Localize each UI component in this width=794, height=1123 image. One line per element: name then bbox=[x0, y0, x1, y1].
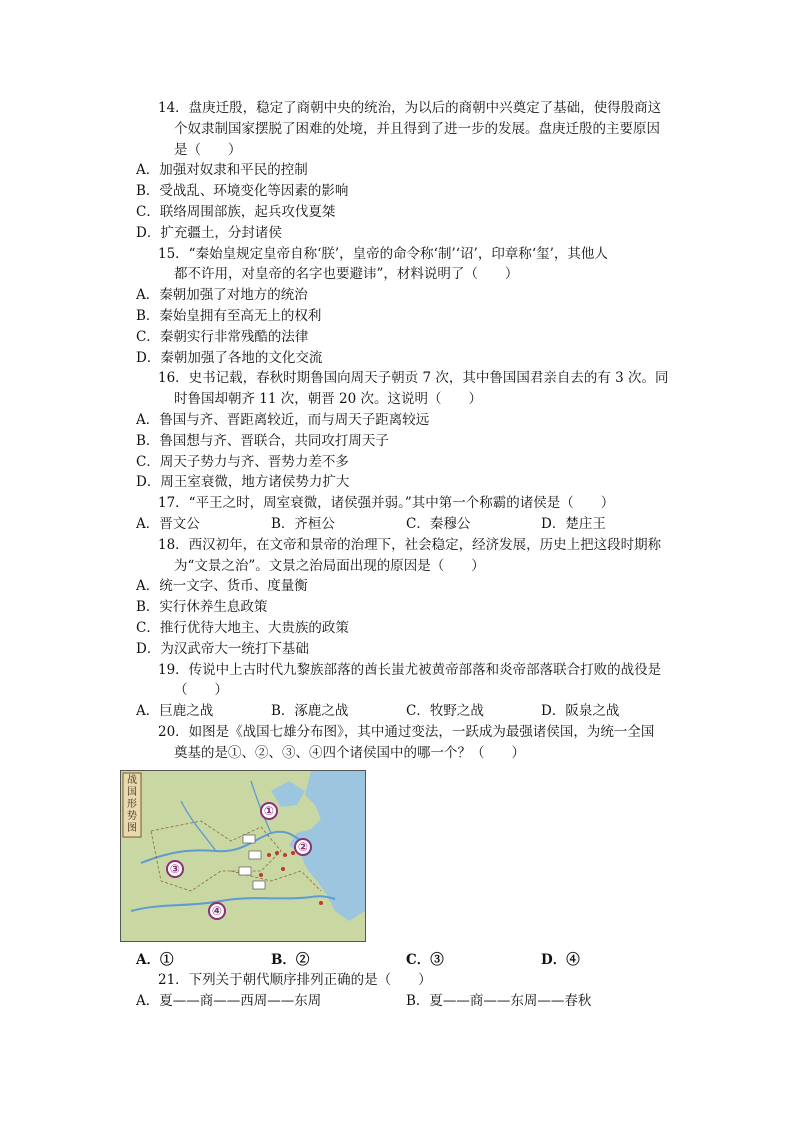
question-stem-cont: 时鲁国却朝齐 11 次，朝晋 20 次。这说明（ ） bbox=[174, 391, 483, 408]
option-c[interactable]: C．③ bbox=[406, 951, 444, 968]
question-14 bbox=[136, 98, 676, 244]
map-label-box bbox=[243, 835, 255, 843]
question-stem-cont: 个奴隶制国家摆脱了困难的处境，并且得到了进一步的发展。盘庚迁殷的主要原因 bbox=[174, 120, 660, 137]
option-b[interactable]: B．受战乱、环境变化等因素的影响 bbox=[136, 183, 349, 200]
option-row bbox=[136, 950, 676, 971]
question-stem: 21．下列关于朝代顺序排列正确的是（ ） bbox=[158, 972, 432, 989]
option-row bbox=[136, 514, 676, 535]
option-c[interactable]: C．秦朝实行非常残酷的法律 bbox=[136, 328, 309, 345]
question-stem-cont: （ ） bbox=[174, 682, 228, 699]
question-20 bbox=[127, 722, 676, 970]
option-b[interactable]: B．② bbox=[271, 951, 310, 968]
question-list bbox=[127, 98, 676, 1012]
question-15 bbox=[136, 244, 676, 369]
question-stem: 19．传说中上古时代九黎族部落的酋长蚩尤被黄帝部落和炎帝部落联合打败的战役是 bbox=[158, 661, 662, 678]
option-a[interactable]: A．鲁国与齐、晋距离较近，而与周天子距离较远 bbox=[136, 411, 430, 428]
question-21 bbox=[136, 970, 676, 1012]
option-d[interactable]: D．为汉武帝大一统打下基础 bbox=[136, 640, 309, 657]
option-a[interactable]: A．秦朝加强了对地方的统治 bbox=[136, 287, 308, 304]
city-dot bbox=[283, 853, 287, 857]
question-18 bbox=[136, 535, 676, 660]
map-title: 战国形势图 bbox=[127, 774, 137, 834]
option-b[interactable]: B．夏——商——东周——春秋 bbox=[406, 993, 592, 1010]
question-16 bbox=[136, 368, 676, 493]
city-dot bbox=[281, 867, 285, 871]
option-c[interactable]: C．牧野之战 bbox=[406, 703, 484, 720]
option-b[interactable]: B．鲁国想与齐、晋联合，共同攻打周天子 bbox=[136, 432, 389, 449]
option-a[interactable]: A．巨鹿之战 bbox=[136, 703, 214, 720]
map-label-box bbox=[253, 881, 265, 889]
option-c[interactable]: C．秦穆公 bbox=[406, 515, 471, 532]
question-stem-cont: 都不许用，对皇帝的名字也要避讳”，材料说明了（ ） bbox=[174, 266, 519, 283]
question-19 bbox=[136, 660, 676, 722]
question-stem-cont: 是（ ） bbox=[174, 141, 242, 158]
option-row bbox=[136, 991, 676, 1012]
option-d[interactable]: D．扩充疆土，分封诸侯 bbox=[136, 224, 282, 241]
marker-label-4: ④ bbox=[211, 903, 223, 918]
option-c[interactable]: C．联络周围部族，起兵攻伐夏桀 bbox=[136, 203, 336, 220]
question-17 bbox=[136, 493, 676, 535]
option-d[interactable]: D．楚庄王 bbox=[541, 515, 606, 532]
warring-states-map bbox=[120, 770, 366, 942]
option-a[interactable]: A．夏——商——西周——东周 bbox=[136, 993, 322, 1010]
option-a[interactable]: A．① bbox=[136, 951, 174, 968]
option-a[interactable]: A．加强对奴隶和平民的控制 bbox=[136, 162, 308, 179]
question-stem-cont: 奠基的是①、②、③、④四个诸侯国中的哪一个？（ ） bbox=[174, 744, 525, 761]
option-d[interactable]: D．周王室衰微，地方诸侯势力扩大 bbox=[136, 474, 350, 491]
map-graphic bbox=[121, 771, 365, 941]
city-dot bbox=[259, 873, 263, 877]
question-stem: 20．如图是《战国七雄分布图》，其中通过变法，一跃成为最强诸侯国，为统一全国 bbox=[158, 723, 655, 740]
question-stem: 14．盘庚迁殷，稳定了商朝中央的统治，为以后的商朝中兴奠定了基础，使得殷商这 bbox=[158, 100, 662, 116]
option-b[interactable]: B．秦始皇拥有至高无上的权利 bbox=[136, 307, 322, 324]
marker-label-1: ① bbox=[263, 803, 275, 818]
option-b[interactable]: B．齐桓公 bbox=[271, 515, 335, 532]
city-dot bbox=[275, 851, 279, 855]
question-stem-cont: 为“文景之治”。文景之治局面出现的原因是（ ） bbox=[174, 557, 485, 574]
option-a[interactable]: A．晋文公 bbox=[136, 515, 200, 532]
option-b[interactable]: B．实行休养生息政策 bbox=[136, 599, 268, 616]
option-c[interactable]: C．推行优待大地主、大贵族的政策 bbox=[136, 619, 349, 636]
city-dot bbox=[319, 901, 323, 905]
option-d[interactable]: D．④ bbox=[541, 951, 580, 968]
option-d[interactable]: D．阪泉之战 bbox=[541, 703, 620, 720]
question-stem: 18．西汉初年，在文帝和景帝的治理下，社会稳定，经济发展，历史上把这段时期称 bbox=[158, 536, 662, 553]
question-stem: 15．“秦始皇规定皇帝自称‘朕’，皇帝的命令称‘制’‘诏’，印章称‘玺’，其他人 bbox=[158, 245, 608, 262]
option-d[interactable]: D．秦朝加强了各地的文化交流 bbox=[136, 349, 323, 366]
option-a[interactable]: A．统一文字、货币、度量衡 bbox=[136, 578, 308, 595]
option-b[interactable]: B．涿鹿之战 bbox=[271, 703, 349, 720]
marker-label-2: ② bbox=[297, 839, 309, 854]
option-c[interactable]: C．周天子势力与齐、晋势力差不多 bbox=[136, 453, 349, 470]
option-row bbox=[136, 701, 676, 722]
map-label-box bbox=[249, 851, 261, 859]
question-stem: 17．“平王之时，周室衰微，诸侯强并弱。”其中第一个称霸的诸侯是（ ） bbox=[158, 495, 615, 512]
map-label-box bbox=[239, 867, 251, 875]
city-dot bbox=[267, 853, 271, 857]
marker-label-3: ③ bbox=[169, 861, 181, 876]
question-stem: 16．史书记载，春秋时期鲁国向周天子朝贡 7 次，其中鲁国国君亲自去的有 3 次。同 bbox=[158, 370, 669, 387]
